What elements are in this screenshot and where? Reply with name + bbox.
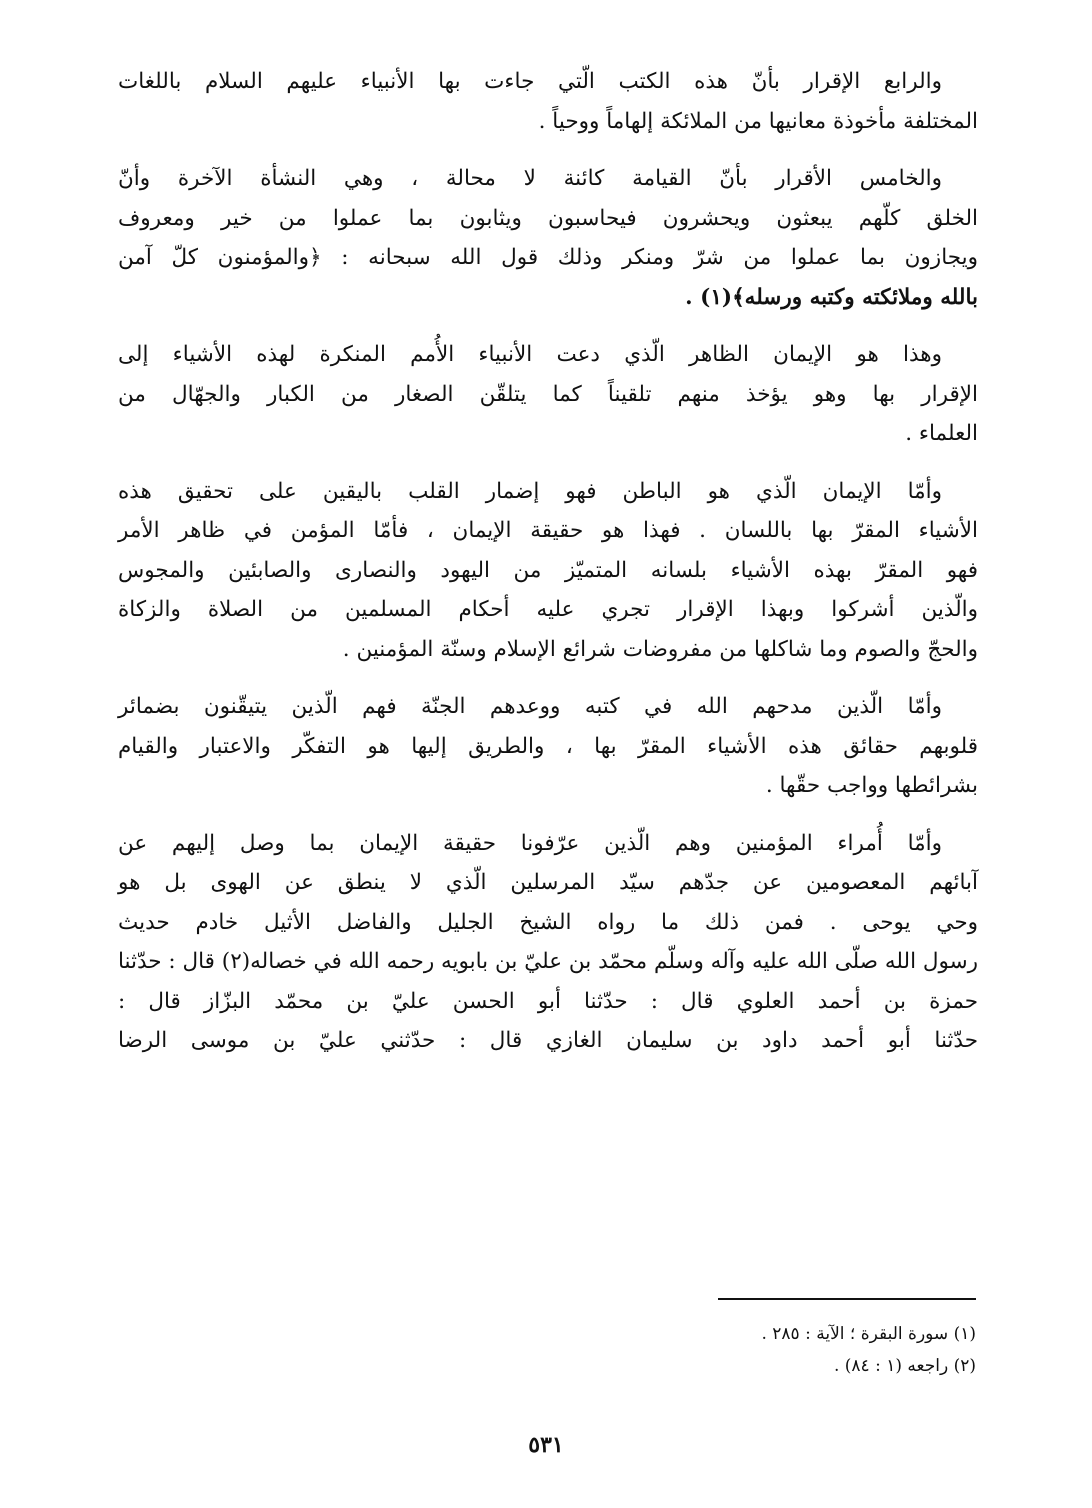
text-line: وأمّا الّذين مدحهم الله في كتبه ووعدهم الجنّة فهم الّذين يتيقّنون بضمائر: [118, 694, 942, 719]
text-line: وأمّا أُمراء المؤمنين وهم الّذين عرّفونا حقيقة الإيمان بما وصل إليهم عن: [118, 830, 942, 856]
page-body: [118, 62, 978, 1079]
page-number: ٥٣١: [528, 1432, 564, 1458]
paragraph-1: [118, 62, 978, 141]
text-line: والرابع الإقرار بأنّ هذه الكتب الّتي جاءت بها الأنبياء عليهم السلام باللغات: [118, 69, 942, 94]
paragraph-6: [118, 824, 978, 1061]
paragraph-5: [118, 687, 978, 806]
paragraph-2: [118, 159, 978, 317]
text-line: وأمّا الإيمان الّذي هو الباطن فهو إضمار القلب باليقين على تحقيق هذه: [118, 478, 942, 504]
text-line: والحجّ والصوم وما شاكلها من مفروضات شرائع الإسلام وسنّة المؤمنين .: [342, 636, 978, 662]
text-line: وهذا هو الإيمان الظاهر الّذي دعت الأنبياء الأُمم المنكرة لهذه الأشياء إلى: [118, 342, 942, 367]
text-line: بشرائطها وواجب حقّها .: [765, 773, 978, 798]
text-line: الأشياء المقرّ بها باللسان . فهذا هو حقيقة الإيمان ، فأمّا المؤمن في ظاهر الأمر: [118, 518, 978, 543]
text-line: والخامس الأقرار بأنّ القيامة كائنة لا محالة ، وهي النشأة الآخرة وأنّ: [118, 166, 942, 191]
text-line: فهو المقرّ بهذه الأشياء بلسانه المتميّز من اليهود والنصارى والصابئين والمجوس: [118, 557, 978, 583]
text-line: قلوبهم حقائق هذه الأشياء المقرّ بها ، والطريق إليها هو التفكّر والاعتبار والقيام: [118, 733, 978, 759]
quran-verse-line: بالله وملائكته وكتبه ورسله﴾(١) .: [685, 284, 978, 310]
text-line: العلماء .: [905, 421, 978, 446]
text-line: حمزة بن أحمد العلوي قال : حدّثنا أبو الحسن عليّ بن محمّد البزّاز قال :: [118, 988, 978, 1014]
paragraph-3: [118, 335, 978, 454]
text-line: وحي يوحى . فمن ذلك ما رواه الشيخ الجليل والفاضل الأثيل خادم حديث: [118, 909, 978, 935]
text-line: المختلفة مأخوذة معانيها من الملائكة إلهاماً ووحياً .: [538, 108, 978, 134]
footnote-1: (١) سورة البقرة ؛ الآية : ٢٨٥ .: [761, 1324, 976, 1344]
text-line: حدّثنا أبو أحمد داود بن سليمان الغازي قال : حدّثني عليّ بن موسى الرضا: [118, 1028, 978, 1053]
footnotes: [600, 1318, 976, 1382]
paragraph-4: [118, 472, 978, 670]
footnote-divider: [718, 1298, 976, 1300]
text-line: ويجازون بما عملوا من شرّ ومنكر وذلك قول الله سبحانه : ﴿والمؤمنون كلّ آمن: [118, 245, 978, 270]
text-line: رسول الله صلّى الله عليه وآله وسلّم محمّد بن عليّ بن بابويه رحمه الله في خصاله(٢) قال : حدّثنا: [118, 949, 978, 974]
text-line: الإقرار بها وهو يؤخذ منهم تلقيناً كما يتلقّن الصغار من الكبار والجهّال من: [118, 381, 978, 407]
footnote-2: (٢) راجعه (١ : ٨٤) .: [833, 1356, 976, 1376]
text-line: الخلق كلّهم يبعثون ويحشرون فيحاسبون ويثابون بما عملوا من خير ومعروف: [118, 205, 978, 231]
text-line: آبائهم المعصومين عن جدّهم سيّد المرسلين الّذي لا ينطق عن الهوى بل هو: [118, 870, 978, 895]
text-line: والّذين أشركوا وبهذا الإقرار تجري عليه أحكام المسلمين من الصلاة والزكاة: [118, 597, 978, 622]
